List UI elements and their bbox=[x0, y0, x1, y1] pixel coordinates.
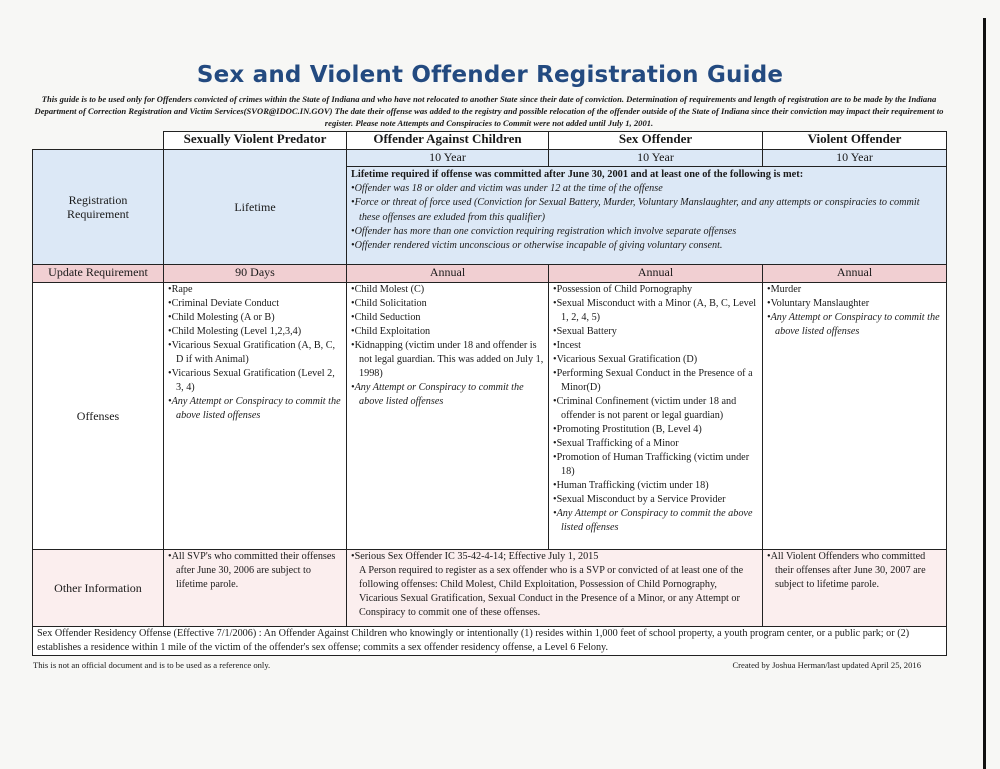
scan-edge bbox=[983, 18, 986, 769]
offense-item: • Rape bbox=[168, 283, 342, 297]
offense-attempt-item: • Any Attempt or Conspiracy to commit the above listed offenses bbox=[351, 381, 544, 409]
row-label-other: Other Information bbox=[33, 550, 164, 627]
row-label-offenses: Offenses bbox=[33, 283, 164, 550]
offense-item: • Human Trafficking (victim under 18) bbox=[553, 479, 758, 493]
offense-attempt-item: • Any Attempt or Conspiracy to commit the above listed offenses bbox=[553, 507, 758, 535]
offense-item: • Child Molest (C) bbox=[351, 283, 544, 297]
corner-cell bbox=[33, 132, 164, 150]
oac-registration-years: 10 Year bbox=[347, 150, 549, 167]
lifetime-criterion: • Force or threat of force used (Conviction for Sexual Battery, Murder, Voluntary Manslaughter, and any attempts or conspiracies to commit these offenses are exluded from this qualifier) bbox=[351, 196, 942, 225]
row-label-update: Update Requirement bbox=[33, 265, 164, 283]
vo-other bbox=[763, 550, 947, 627]
offense-item: • Child Molesting (Level 1,2,3,4) bbox=[168, 325, 342, 339]
offense-item: • Murder bbox=[767, 283, 942, 297]
so-registration-years: 10 Year bbox=[549, 150, 763, 167]
intro-text: This guide is to be used only for Offenders convicted of crimes within the State of Indiana and who have not relocated to another State since their date of conviction. Determination of requirements and length of registration are to be made by the Indiana Department of Correction Registration and Victim Services(SVOR@IDOC.IN.GOV) The date their offense was added to the registry and possible relocation of the offender outside of the State of Indiana since their conviction may impact their requirement to register. Please note Attempts and Conspiracies to Commit were not added until July 1, 2001. bbox=[34, 94, 944, 128]
offense-item: • Child Solicitation bbox=[351, 297, 544, 311]
residency-row bbox=[33, 627, 947, 656]
lifetime-intro: Lifetime required if offense was committed after June 30, 2001 and at least one of the following is met: bbox=[351, 169, 804, 180]
oac-offenses bbox=[347, 283, 549, 550]
col-header-vo: Violent Offender bbox=[763, 132, 947, 150]
offense-item: • Promoting Prostitution (B, Level 4) bbox=[553, 423, 758, 437]
offense-item: • Promotion of Human Trafficking (victim under 18) bbox=[553, 451, 758, 479]
offense-item: • Criminal Deviate Conduct bbox=[168, 297, 342, 311]
svp-other bbox=[164, 550, 347, 627]
svp-update: 90 Days bbox=[164, 265, 347, 283]
lifetime-criteria-list bbox=[351, 182, 942, 253]
col-header-svp: Sexually Violent Predator bbox=[164, 132, 347, 150]
offense-item: • Sexual Misconduct by a Service Provider bbox=[553, 493, 758, 507]
vo-registration-years: 10 Year bbox=[763, 150, 947, 167]
offense-item: • Child Exploitation bbox=[351, 325, 544, 339]
offense-item: • Criminal Confinement (victim under 18 and offender is not parent or legal guardian) bbox=[553, 395, 758, 423]
page-title: Sex and Violent Offender Registration Guide bbox=[196, 62, 784, 88]
offense-item: • Sexual Misconduct with a Minor (A, B, C, Level 1, 2, 4, 5) bbox=[553, 297, 758, 325]
lifetime-criterion: • Offender rendered victim unconscious or otherwise incapable of giving voluntary consent. bbox=[351, 239, 942, 253]
other-info-row bbox=[33, 550, 947, 627]
other-info-item: • All Violent Offenders who committed their offenses after June 30, 2007 are subject to lifetime parole. bbox=[767, 550, 942, 592]
row-label-registration: Registration Requirement bbox=[33, 150, 164, 265]
vo-update: Annual bbox=[763, 265, 947, 283]
svp-registration: Lifetime bbox=[164, 150, 347, 265]
offense-item: • Performing Sexual Conduct in the Presence of a Minor(D) bbox=[553, 367, 758, 395]
disclaimer-text: This is not an official document and is to be used as a reference only. bbox=[33, 660, 271, 670]
serious-sex-offender-cell bbox=[347, 550, 763, 627]
offense-item: • Sexual Battery bbox=[553, 325, 758, 339]
offense-item: • Incest bbox=[553, 339, 758, 353]
offense-item: • Possession of Child Pornography bbox=[553, 283, 758, 297]
offense-attempt-item: • Any Attempt or Conspiracy to commit the above listed offenses bbox=[168, 395, 342, 423]
credits-text: Created by Joshua Herman/last updated April 25, 2016 bbox=[732, 660, 921, 670]
lifetime-criterion: • Offender has more than one conviction requiring registration which involve separate offenses bbox=[351, 225, 942, 239]
col-header-oac: Offender Against Children bbox=[347, 132, 549, 150]
offense-item: • Sexual Trafficking of a Minor bbox=[553, 437, 758, 451]
so-offenses bbox=[549, 283, 763, 550]
offense-item: • Voluntary Manslaughter bbox=[767, 297, 942, 311]
col-header-so: Sex Offender bbox=[549, 132, 763, 150]
offense-item: • Vicarious Sexual Gratification (A, B, C, D if with Animal) bbox=[168, 339, 342, 367]
offense-item: • Vicarious Sexual Gratification (Level 2, 3, 4) bbox=[168, 367, 342, 395]
registration-years-row bbox=[33, 150, 947, 167]
column-header-row bbox=[33, 132, 947, 150]
offense-item: • Kidnapping (victim under 18 and offender is not legal guardian. This was added on July 1, 1998) bbox=[351, 339, 544, 381]
offense-item: • Child Molesting (A or B) bbox=[168, 311, 342, 325]
so-update: Annual bbox=[549, 265, 763, 283]
offense-attempt-item: • Any Attempt or Conspiracy to commit the above listed offenses bbox=[767, 311, 942, 339]
other-info-item: • All SVP's who committed their offenses after June 30, 2006 are subject to lifetime parole. bbox=[168, 550, 342, 592]
oac-update: Annual bbox=[347, 265, 549, 283]
vo-offenses bbox=[763, 283, 947, 550]
serious-sex-offender-text: A Person required to register as a sex offender who is a SVP or convicted of at least one of the following offenses: Child Molest, Child Exploitation, Possession of Child Pornography, Vicarious Sexual Gratification, Sexual Conduct in the Presence of a Minor, or any Attempt or Conspiracy to commit one of these offenses. bbox=[359, 565, 744, 618]
residency-offense-text: Sex Offender Residency Offense (Effective 7/1/2006) : An Offender Against Children who knowingly or intentionally (1) resides within 1,000 feet of school property, a youth program center, or a public park; or (2) establishes a residence within 1 mile of the victim of the offender's sex offense; commits a sex offender residency offense, a Level 6 Felony. bbox=[33, 627, 947, 656]
offense-item: • Child Seduction bbox=[351, 311, 544, 325]
svp-offenses bbox=[164, 283, 347, 550]
lifetime-requirement bbox=[347, 167, 947, 265]
registration-guide-table bbox=[32, 131, 947, 656]
lifetime-criterion: • Offender was 18 or older and victim was under 12 at the time of the offense bbox=[351, 182, 942, 196]
offenses-row bbox=[33, 283, 947, 550]
update-requirement-row bbox=[33, 265, 947, 283]
offense-item: • Vicarious Sexual Gratification (D) bbox=[553, 353, 758, 367]
serious-sex-offender-heading: • Serious Sex Offender IC 35-42-4-14; Effective July 1, 2015 bbox=[351, 550, 758, 564]
